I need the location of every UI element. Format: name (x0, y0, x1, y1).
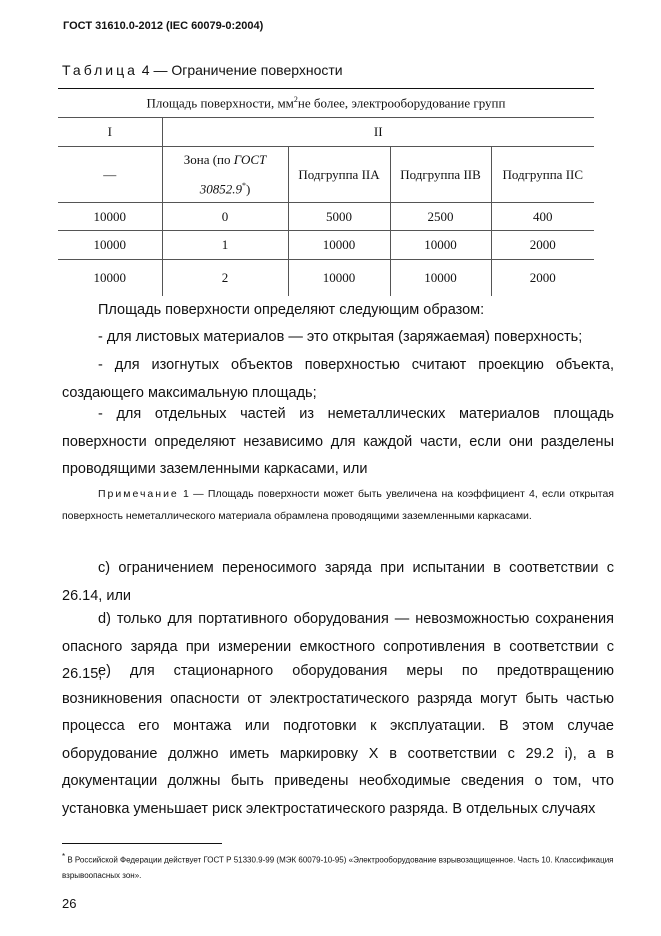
page-number: 26 (62, 896, 77, 911)
table-cell: 10000 (58, 260, 162, 296)
superscript-2: 2 (293, 94, 298, 104)
table-cell: 5000 (288, 203, 390, 231)
note-text: 1 — Площадь поверхности может быть увеличена на коэффициент 4, если открытая поверхность неметаллического материала обрамлена проводящими заземленными каркасами. (62, 488, 614, 522)
table-cell: 0 (162, 203, 288, 231)
table-cell: 10000 (58, 231, 162, 260)
note-label: Примечание (98, 488, 179, 500)
table-cell: 10000 (288, 231, 390, 260)
table-caption-word: Таблица (62, 62, 138, 78)
table-row (58, 260, 594, 296)
paragraph-separate-parts: - для отдельных частей из неметаллических материалов площадь поверхности определяют независимо для каждой части, если они разделены проводящими заземленными каркасами, или (62, 406, 614, 477)
item-e: e) для стационарного оборудования меры по предотвращению возникновения опасности от электростатического разряда могут быть частью процесса его монтажа или подготовки к эксплуатации. В этом случае оборудование должно иметь маркировку X в соответствии с 29.2 i), а в документации должны быть приведены необходимые сведения о том, что установка уменьшает риск электростатического разряда. В отдельных случаях (62, 663, 614, 817)
group-1-dash: — (58, 147, 162, 203)
table-row (58, 203, 594, 231)
zone-header: Зона (по ГОСТ 30852.9*) (162, 147, 288, 203)
surface-limit-table (58, 88, 594, 296)
table-caption-title: 4 — Ограничение поверхности (141, 62, 343, 78)
table-row (58, 231, 594, 260)
table-main-header: Площадь поверхности, $мм^2не$ более, электрооборудование групп (58, 89, 594, 118)
table-cell: 2500 (390, 203, 491, 231)
footnote-text: В Российской Федерации действует ГОСТ Р 51330.9-99 (МЭК 60079-10-95) «Электрооборудование взрывозащищенное. Часть 10. Классификация взрывоопасных зон». (62, 855, 614, 880)
note-1 (62, 484, 614, 527)
item-d: d) только для портативного оборудования — невозможностью сохранения опасного заряда при измерении емкостного сопротивления в соответствии с 26.15; (62, 611, 614, 682)
subgroup-iib-header: Подгруппа IIB (390, 147, 491, 203)
group-1-header: I (58, 118, 162, 147)
document-code-header: ГОСТ 31610.0-2012 (IEC 60079-0:2004) (63, 20, 264, 32)
table-cell: 10000 (288, 260, 390, 296)
table-cell: 400 (491, 203, 594, 231)
table-cell: 1 (162, 231, 288, 260)
footnote-mark: * (62, 852, 66, 861)
table-cell: 10000 (58, 203, 162, 231)
table-cell: 10000 (390, 260, 491, 296)
paragraph-definition: Площадь поверхности определяют следующим образом: (98, 302, 485, 318)
footnote-mark: * (241, 181, 246, 190)
subgroup-iia-header: Подгруппа IIA (288, 147, 390, 203)
table-caption (62, 62, 343, 78)
table-cell: 10000 (390, 231, 491, 260)
table-cell: 2000 (491, 260, 594, 296)
table-cell: 2 (162, 260, 288, 296)
table-cell: 2000 (491, 231, 594, 260)
footnote-separator (62, 843, 222, 844)
item-c: c) ограничением переносимого заряда при испытании в соответствии с 26.14, или (62, 560, 614, 604)
footnote (62, 849, 614, 883)
subgroup-iic-header: Подгруппа IIC (491, 147, 594, 203)
paragraph-curved-objects: - для изогнутых объектов поверхностью считают проекцию объекта, создающего максимальную площадь; (62, 357, 614, 401)
group-2-header: II (162, 118, 594, 147)
paragraph-sheet-materials: - для листовых материалов — это открытая (заряжаемая) поверхность; (98, 329, 583, 345)
